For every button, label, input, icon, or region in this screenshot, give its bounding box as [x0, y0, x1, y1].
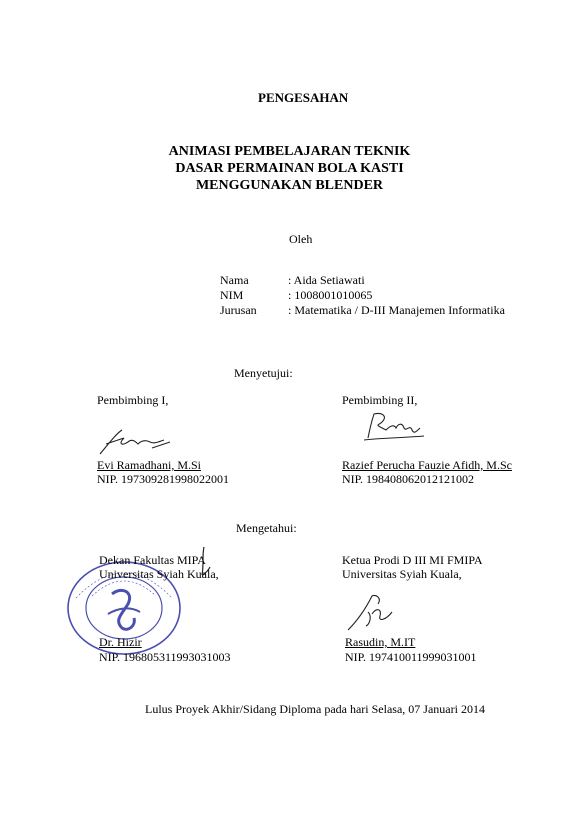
kaprodi-nip: NIP. 197410011999031001	[345, 650, 477, 664]
label-nim: NIM	[220, 288, 244, 302]
pembimbing1-name: Evi Ramadhani, M.Si	[97, 458, 201, 472]
thesis-title-line-3: MENGGUNAKAN BLENDER	[195, 178, 384, 193]
value-nim: : 1008001010065	[288, 288, 373, 302]
kaprodi-name: Rasudin, M.IT	[345, 635, 416, 649]
menyetujui-label: Menyetujui:	[234, 366, 293, 380]
mengetahui-label: Mengetahui:	[236, 521, 297, 535]
footer-statement: Lulus Proyek Akhir/Sidang Diploma pada hari Selasa, 07 Januari 2014	[145, 702, 485, 716]
label-jurusan: Jurusan	[220, 303, 257, 317]
pembimbing1-role: Pembimbing I,	[97, 393, 169, 407]
value-jurusan: : Matematika / D-III Manajemen Informatika	[288, 303, 505, 317]
dekan-signature	[196, 545, 216, 581]
dekan-name: Dr. Hizir	[99, 635, 142, 649]
label-nama: Nama	[220, 273, 249, 287]
dekan-nip: NIP. 196805311993031003	[99, 650, 231, 664]
kaprodi-role-1: Ketua Prodi D III MI FMIPA	[342, 553, 483, 567]
pembimbing2-name: Razief Perucha Fauzie Afidh, M.Sc	[342, 458, 512, 472]
page-heading: PENGESAHAN	[258, 90, 349, 105]
pembimbing2-role: Pembimbing II,	[342, 393, 418, 407]
oleh-label: Oleh	[289, 232, 313, 246]
pembimbing1-nip: NIP. 197309281998022001	[97, 472, 230, 486]
thesis-title-line-1: ANIMASI PEMBELAJARAN TEKNIK	[168, 144, 411, 159]
kaprodi-role-2: Universitas Syiah Kuala,	[342, 567, 462, 581]
dekan-role-2: Universitas Syiah Kuala,	[99, 567, 219, 581]
pembimbing2-signature	[360, 408, 430, 446]
thesis-title-line-2: DASAR PERMAINAN BOLA KASTI	[175, 161, 404, 176]
dekan-role-1: Dekan Fakultas MIPA	[99, 553, 206, 567]
value-nama: : Aida Setiawati	[288, 273, 365, 287]
pembimbing1-signature	[92, 420, 182, 460]
kaprodi-signature	[342, 590, 402, 634]
pembimbing2-nip: NIP. 198408062012121002	[342, 472, 475, 486]
